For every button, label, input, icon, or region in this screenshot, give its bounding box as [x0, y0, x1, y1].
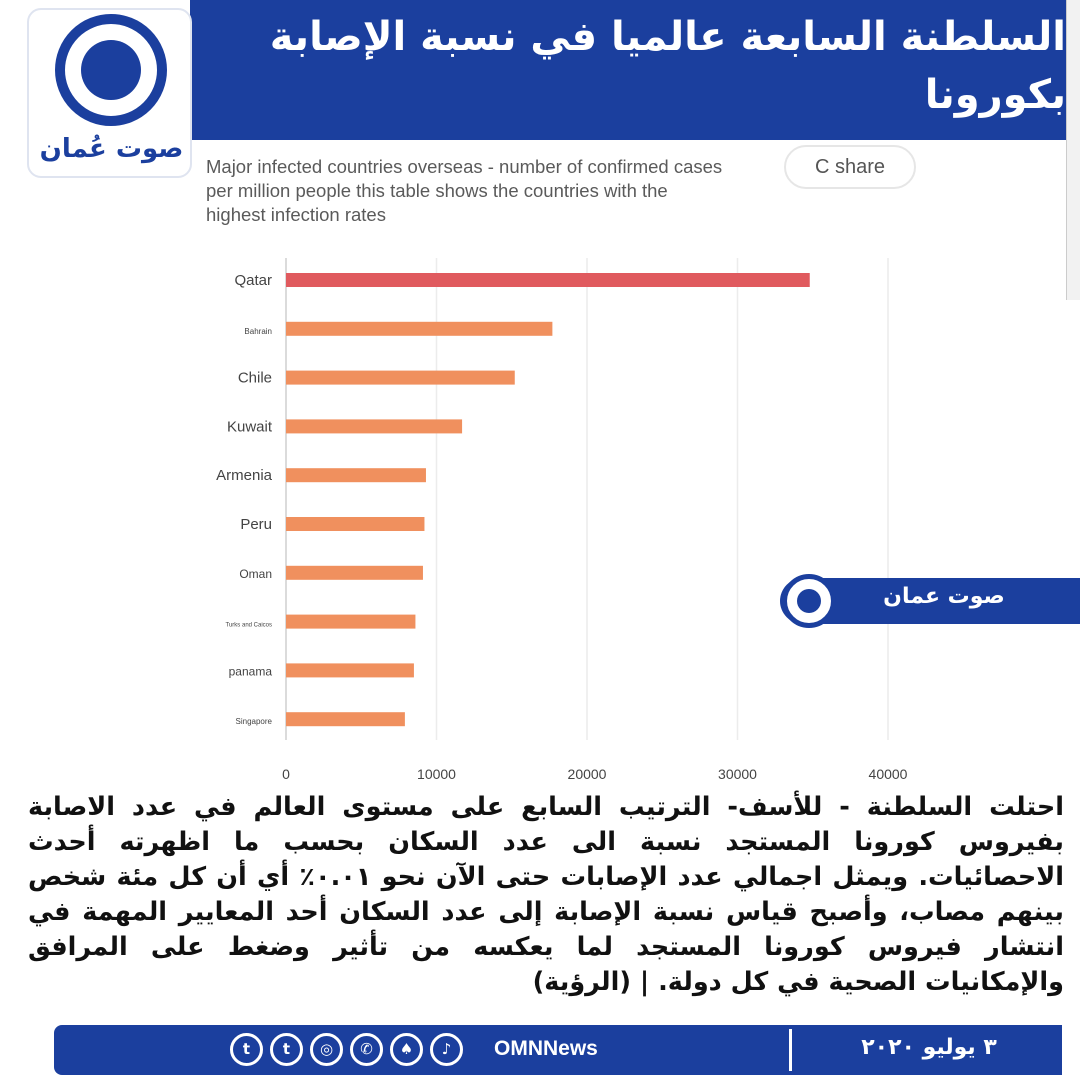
y-tick-label: Peru: [240, 516, 272, 533]
y-tick-label: Bahrain: [244, 326, 272, 336]
bar: [286, 468, 426, 482]
instagram-icon[interactable]: ◎: [310, 1033, 343, 1066]
tiktok-icon[interactable]: ♪: [430, 1033, 463, 1066]
share-button[interactable]: C share: [784, 145, 916, 189]
brand-badge: [780, 578, 1080, 624]
x-tick-label: 30000: [718, 766, 757, 782]
y-tick-label: Chile: [237, 369, 272, 387]
y-tick-label: Singapore: [235, 717, 272, 727]
x-tick-label: 10000: [417, 766, 456, 782]
bar: [286, 615, 415, 629]
badge-text: صوت عمان: [883, 584, 1005, 609]
page-title: السلطنة السابعة عالميا في نسبة الإصابة بكورونا: [269, 14, 1066, 118]
snapchat-icon[interactable]: ♠: [390, 1033, 423, 1066]
bar: [286, 712, 405, 726]
footer-bar: [54, 1025, 1062, 1075]
bar: [286, 322, 552, 336]
y-tick-label: Oman: [239, 566, 272, 581]
bar: [286, 517, 424, 531]
footer-divider: [789, 1029, 792, 1071]
whatsapp-icon[interactable]: ✆: [350, 1033, 383, 1066]
article-text: احتلت السلطنة - للأسف- الترتيب السابع على مستوى العالم في عدد الاصابة بفيروس كورونا المستجد نسبة الى عدد السكان بحسب ما اظهرته أحدث الاحصائيات. ويمثل اجمالي عدد الإصابات حتى الآن نحو ٠.٠١٪ أي أن كل مئة شخص بينهم مصاب، وأصبح قياس نسبة الإصابة إلى عدد السكان أحد المعايير المهمة في انتشار فيروس كورونا المستجد لما يعكسه من تأثير وضغط على المرافق والإمكانيات الصحية في كل دولة. | (الرؤية): [28, 792, 1064, 997]
bar: [286, 419, 462, 433]
y-tick-label: Kuwait: [226, 418, 272, 436]
bar: [286, 371, 515, 385]
logo-text: صوت عُمان: [39, 134, 184, 164]
y-tick-label: Qatar: [234, 272, 272, 289]
x-tick-label: 20000: [567, 766, 607, 782]
chart-title: Major infected countries overseas - number of confirmed cases per million people this table shows the countries with the highest infection rates: [206, 156, 723, 225]
y-tick-label: panama: [228, 664, 272, 679]
footer-date: ٣ يوليو ٢٠٢٠: [861, 1035, 997, 1060]
social-icons: [230, 1033, 463, 1067]
tumblr-icon[interactable]: t: [270, 1033, 303, 1066]
bar: [286, 273, 810, 287]
y-tick-label: Armenia: [216, 467, 272, 485]
bar: [286, 566, 423, 580]
y-tick-label: Turks and Caicos: [225, 622, 272, 629]
footer-handle[interactable]: OMNNews: [494, 1037, 598, 1060]
twitter-icon[interactable]: t: [230, 1033, 263, 1066]
x-tick-label: 0: [282, 766, 290, 782]
badge-logo-icon: [782, 574, 836, 628]
x-tick-label: 40000: [868, 766, 908, 782]
bar: [286, 663, 414, 677]
